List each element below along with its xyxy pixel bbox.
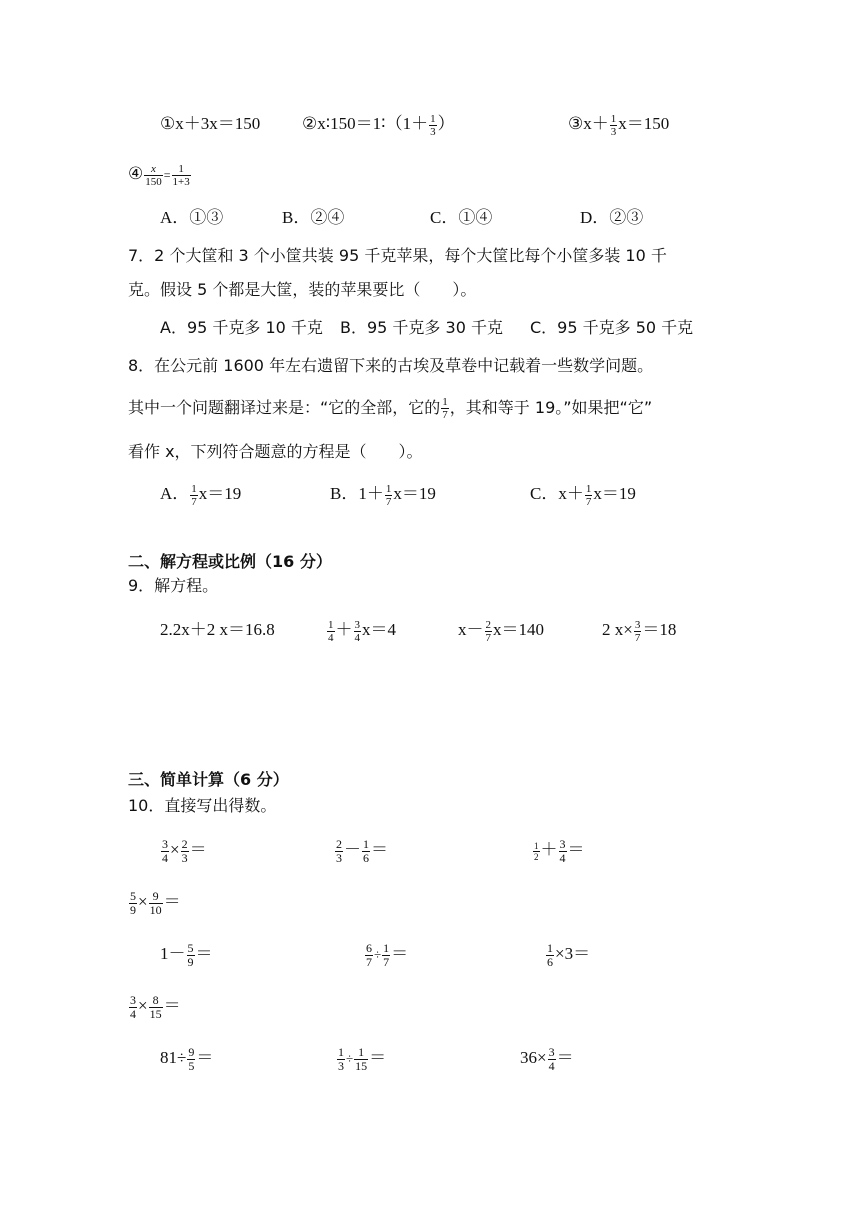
q6-option-1: ①x＋3x＝150 <box>160 114 261 133</box>
fraction: $\frac{1}{7}$ <box>191 482 197 508</box>
section-2-heading: 二、解方程或比例（16 分） <box>128 552 332 571</box>
fraction: $\frac{1}{7}$ <box>585 482 592 508</box>
calc-item: 36× $\frac{3}{4}$ ＝ <box>520 1044 574 1073</box>
q8-choice-c: C．x＋ $\frac{1}{7}$ x＝19 <box>530 482 636 508</box>
calc-item: $\frac{5}{9}$ × $\frac{9}{10}$ ＝ <box>130 888 181 917</box>
calc-item: 1－ $\frac{5}{9}$ ＝ <box>160 940 213 969</box>
calc-item: $\frac{3}{4}$ × $\frac{2}{3}$ ＝ <box>162 836 207 865</box>
fraction: $\frac{1}{7}$ <box>385 482 392 508</box>
fraction: $\frac{1}{4}$ <box>328 618 334 644</box>
fraction: $\frac{1}{1+3}$ <box>172 162 190 188</box>
q8-choice-a: A． $\frac{1}{7}$ x＝19 <box>160 482 242 508</box>
q6-option-4: ④ $\frac{x}{150}$ = $\frac{1}{1+3}$ <box>128 162 190 188</box>
calc-item: $\frac{6}{7}$ ÷ $\frac{1}{7}$ ＝ <box>366 940 409 969</box>
equation-2: $\frac{1}{4}$ ＋ $\frac{3}{4}$ x＝4 <box>328 618 396 644</box>
q7-line-2: 克。假设 5 个都是大筐，装的苹果要比（ ）。 <box>128 280 477 299</box>
calc-item: $\frac{2}{3}$ － $\frac{1}{6}$ ＝ <box>336 836 388 865</box>
q10-prompt: 10．直接写出得数。 <box>128 796 277 815</box>
fraction: $\frac{2}{7}$ <box>485 618 491 644</box>
q8-line-2: 其中一个问题翻译过来是：“它的全部，它的 $\frac{1}{7}$ ，其和等于 19。”如果把“它” <box>128 396 653 421</box>
calc-item: $\frac{1}{2}$ ＋ $\frac{3}{4}$ ＝ <box>534 836 585 865</box>
fraction: $\frac{3}{4}$ <box>354 618 360 644</box>
q9-prompt: 9．解方程。 <box>128 576 219 595</box>
q8-line-3: 看作 x，下列符合题意的方程是（ ）。 <box>128 442 423 461</box>
q7-line-1: 7．2 个大筐和 3 个小筐共装 95 千克苹果，每个大筐比每个小筐多装 10 千 <box>128 246 667 265</box>
q6-choice-b: B．②④ <box>282 208 345 227</box>
fraction: $\frac{1}{3}$ <box>610 112 617 138</box>
q6-choice-a: A．①③ <box>160 208 224 227</box>
fraction: $\frac{1}{7}$ <box>442 396 448 421</box>
calc-item: $\frac{1}{6}$ ×3＝ <box>547 940 591 969</box>
q7-choice-a: A．95 千克多 10 千克 <box>160 318 323 337</box>
q6-choice-d: D．②③ <box>580 208 644 227</box>
calc-item: 81÷ $\frac{9}{5}$ ＝ <box>160 1044 214 1073</box>
q7-choice-b: B．95 千克多 30 千克 <box>340 318 503 337</box>
section-3-heading: 三、简单计算（6 分） <box>128 770 289 789</box>
q8-choice-b: B．1＋ $\frac{1}{7}$ x＝19 <box>330 482 436 508</box>
equation-3: x－ $\frac{2}{7}$ x＝140 <box>458 618 544 644</box>
fraction: $\frac{x}{150}$ <box>145 162 162 188</box>
equation-1: 2.2x＋2 x＝16.8 <box>160 620 275 639</box>
fraction: $\frac{1}{3}$ <box>430 112 436 138</box>
calc-item: $\frac{1}{3}$ ÷ $\frac{1}{15}$ ＝ <box>338 1044 387 1073</box>
equation-4: 2 x× $\frac{3}{7}$ ＝18 <box>602 618 677 644</box>
fraction: $\frac{3}{7}$ <box>634 618 641 644</box>
q6-option-3: ③x＋ $\frac{1}{3}$ x＝150 <box>568 112 670 138</box>
q6-choice-c: C．①④ <box>430 208 493 227</box>
q6-option-2: ②x∶150＝1∶（1＋ $\frac{1}{3}$ ） <box>302 112 455 138</box>
q7-choice-c: C．95 千克多 50 千克 <box>530 318 694 337</box>
q8-line-1: 8．在公元前 1600 年左右遗留下来的古埃及草卷中记载着一些数学问题。 <box>128 356 654 375</box>
calc-item: $\frac{3}{4}$ × $\frac{8}{15}$ ＝ <box>130 992 181 1021</box>
